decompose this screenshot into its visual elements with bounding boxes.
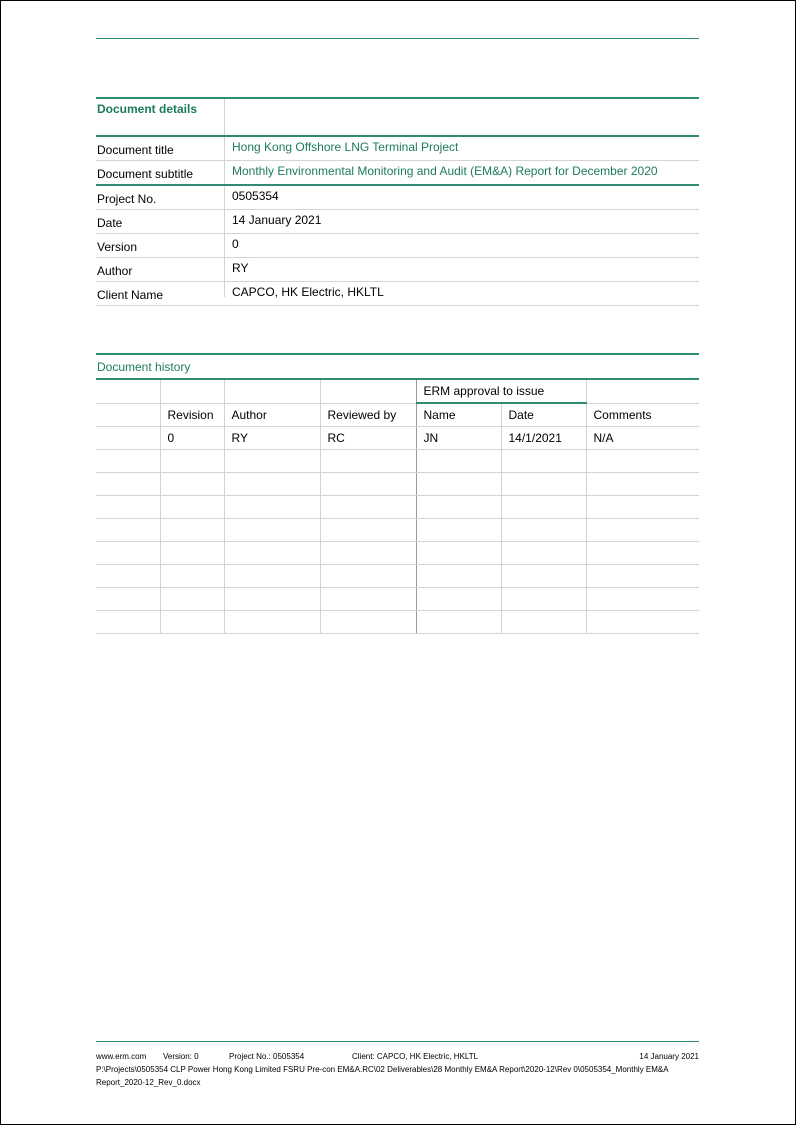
table-row [96, 427, 699, 450]
details-label: Client Name [97, 288, 164, 302]
column-header-date: Date [501, 403, 586, 427]
approval-date-cell: 14/1/2021 [501, 427, 586, 450]
details-row-project-no [96, 186, 699, 210]
details-label: Version [97, 240, 138, 254]
footer-version: Version: 0 [163, 1052, 199, 1061]
table-row-empty [96, 565, 699, 588]
footer-date: 14 January 2021 [639, 1052, 699, 1061]
footer-client: Client: CAPCO, HK Electric, HKLTL [352, 1052, 479, 1061]
details-row-client-name [96, 282, 699, 306]
header-rule [96, 38, 699, 39]
details-row-subtitle [96, 161, 699, 186]
history-group-row [96, 380, 699, 403]
details-row-version [96, 234, 699, 258]
table-row-empty [96, 611, 699, 634]
column-header-author: Author [224, 403, 320, 427]
details-label: Project No. [97, 192, 157, 206]
page-footer [96, 1050, 699, 1089]
footer-project-no: Project No.: 0505354 [229, 1052, 305, 1061]
footer-rule [96, 1041, 699, 1042]
details-heading: Document details [97, 102, 198, 116]
document-details-table [96, 97, 699, 306]
column-header-comments: Comments [586, 403, 699, 427]
footer-file-path: P:\Projects\0505354 CLP Power Hong Kong Limited FSRU Pre-con EM&A.RC\02 Deliverables\28 Monthly EM&A Report\2020-12\Rev 0\0505354_Monthly EM&A Report_2020-12_Rev_0.docx [96, 1065, 669, 1087]
history-header-row [96, 353, 699, 380]
details-value: Monthly Environmental Monitoring and Audit (EM&A) Report for December 2020 [232, 164, 658, 178]
details-label: Date [97, 216, 123, 230]
table-row-empty [96, 473, 699, 496]
details-header-row [96, 97, 699, 137]
table-row-empty [96, 496, 699, 519]
column-header-name: Name [416, 403, 501, 427]
revision-cell: 0 [160, 427, 224, 450]
details-row-title [96, 137, 699, 161]
details-value: 0505354 [232, 189, 279, 203]
author-cell: RY [224, 427, 320, 450]
column-header-reviewed-by: Reviewed by [320, 403, 416, 427]
reviewer-cell: RC [320, 427, 416, 450]
history-heading: Document history [97, 360, 191, 374]
details-value: Hong Kong Offshore LNG Terminal Project [232, 140, 459, 154]
footer-website: www.erm.com [96, 1052, 147, 1061]
erm-approval-header: ERM approval to issue [416, 380, 586, 403]
details-label: Author [97, 264, 133, 278]
footer-meta-line [96, 1050, 699, 1063]
table-row-empty [96, 450, 699, 473]
column-header [96, 403, 160, 427]
details-value: RY [232, 261, 249, 275]
table-row-empty [96, 519, 699, 542]
approver-name-cell: JN [416, 427, 501, 450]
details-value: CAPCO, HK Electric, HKLTL [232, 285, 384, 299]
comments-cell: N/A [586, 427, 699, 450]
details-label: Document subtitle [97, 167, 194, 181]
history-column-header-row [96, 403, 699, 427]
details-row-date [96, 210, 699, 234]
details-label: Document title [97, 143, 174, 157]
details-row-author [96, 258, 699, 282]
details-value: 0 [232, 237, 239, 251]
table-row-empty [96, 542, 699, 565]
column-header-revision: Revision [160, 403, 224, 427]
history-grid [96, 380, 699, 634]
details-value: 14 January 2021 [232, 213, 322, 227]
table-row-empty [96, 588, 699, 611]
document-history-table [96, 353, 699, 634]
